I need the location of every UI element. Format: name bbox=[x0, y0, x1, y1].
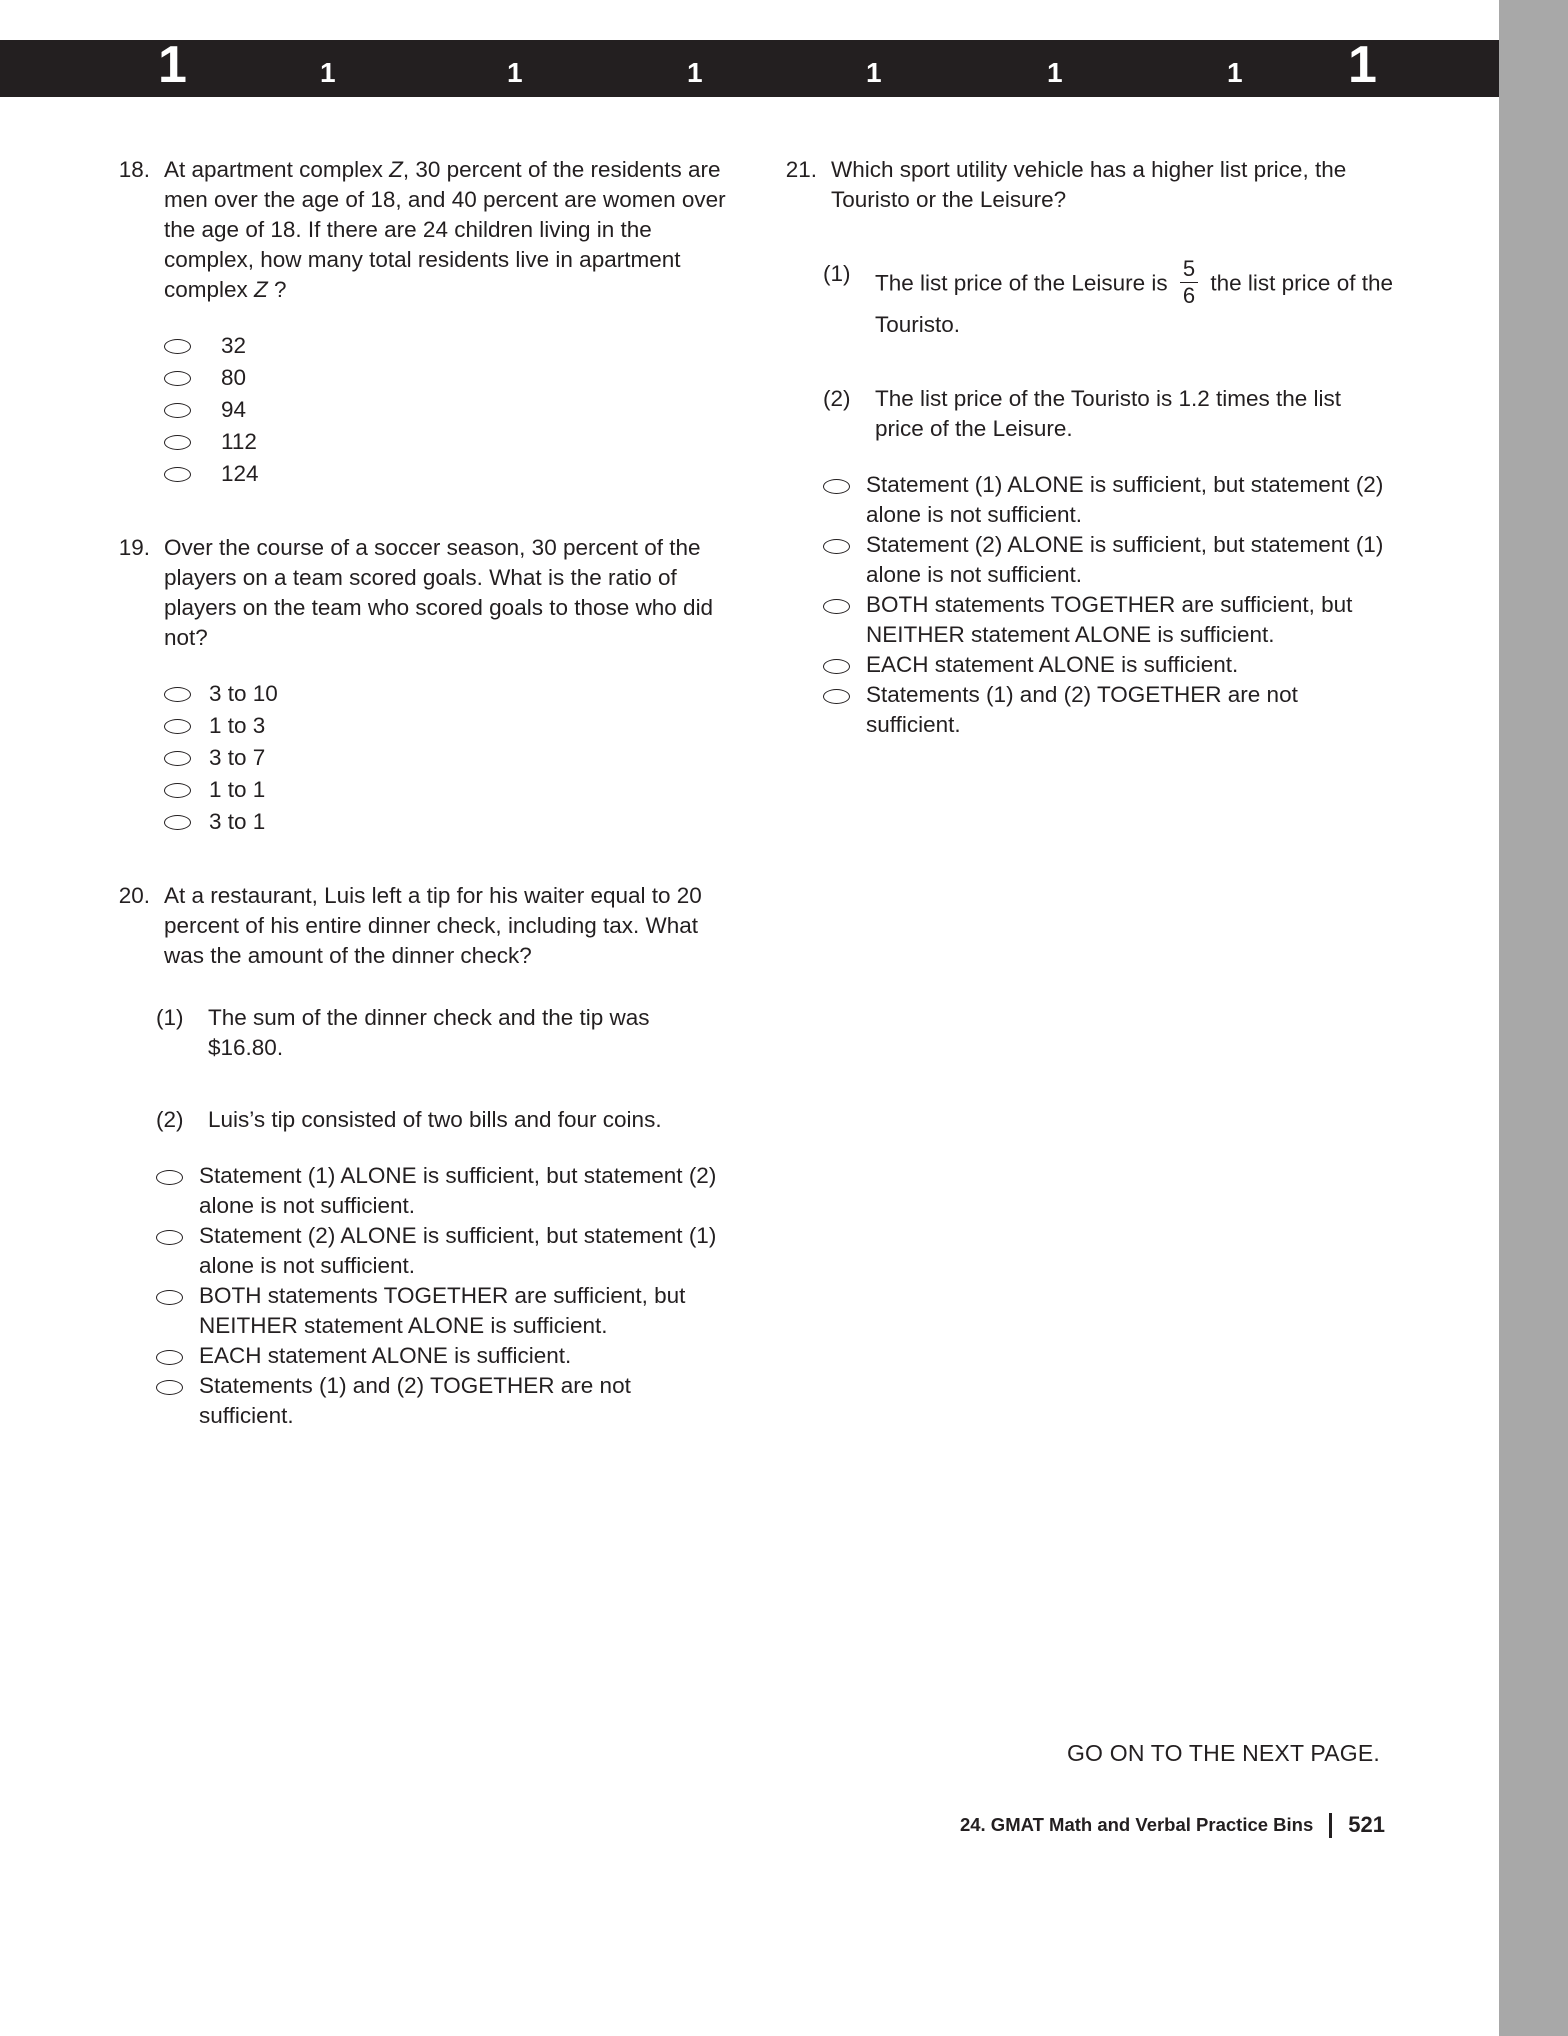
ds-choice-label: EACH statement ALONE is sufficient. bbox=[866, 652, 1239, 677]
choice-row[interactable] bbox=[164, 711, 728, 741]
statement-text: The sum of the dinner check and the tip was $16.80. bbox=[208, 1005, 650, 1060]
page-footer bbox=[0, 1812, 1385, 1838]
choice-row[interactable] bbox=[164, 363, 728, 393]
ds-choice-label: Statement (2) ALONE is sufficient, but statement (1) alone is not sufficient. bbox=[866, 532, 1384, 587]
ds-choice-label: Statement (2) ALONE is sufficient, but statement (1) alone is not sufficient. bbox=[199, 1223, 717, 1278]
section-number-small-6: 1 bbox=[1227, 57, 1243, 88]
choice-label: 80 bbox=[221, 365, 247, 390]
question-21-number: 21. bbox=[785, 157, 817, 182]
answer-oval-icon[interactable] bbox=[164, 719, 191, 734]
section-number-small-4: 1 bbox=[866, 57, 882, 88]
question-18-number: 18. bbox=[118, 157, 150, 182]
footer-source-text: 24. GMAT Math and Verbal Practice Bins bbox=[959, 1814, 1314, 1835]
answer-oval-icon[interactable] bbox=[164, 467, 191, 482]
statement-label: (1) bbox=[156, 1005, 184, 1030]
choice-label: 112 bbox=[221, 429, 257, 454]
fraction-five-sixths bbox=[1180, 257, 1198, 308]
question-19-text: Over the course of a soccer season, 30 percent of the players on a team scored goals. What is the ratio of players on the team who scored goals to those who did not? bbox=[164, 535, 714, 650]
statement-row bbox=[156, 1003, 728, 1063]
ds-choice-row[interactable] bbox=[823, 530, 1395, 590]
q18-variable-z: Z bbox=[389, 157, 403, 182]
question-20-number: 20. bbox=[118, 883, 150, 908]
answer-oval-icon[interactable] bbox=[823, 539, 850, 554]
footer-page-number: 521 bbox=[1348, 1812, 1385, 1837]
section-number-small-3: 1 bbox=[687, 57, 703, 88]
answer-oval-icon[interactable] bbox=[156, 1290, 183, 1305]
answer-oval-icon[interactable] bbox=[823, 599, 850, 614]
answer-oval-icon[interactable] bbox=[164, 371, 191, 386]
ds-choice-row[interactable] bbox=[823, 650, 1395, 680]
choice-label: 124 bbox=[221, 461, 259, 486]
q18-text-tail: ? bbox=[267, 277, 287, 302]
question-20-ds-choices bbox=[108, 1161, 728, 1431]
statement-text: Luis’s tip consisted of two bills and four coins. bbox=[208, 1107, 662, 1132]
ds-choice-row[interactable] bbox=[156, 1371, 728, 1431]
choice-label: 3 to 1 bbox=[209, 809, 266, 834]
statement-text-post: the list price of the Touristo. bbox=[875, 270, 1393, 337]
answer-oval-icon[interactable] bbox=[164, 783, 191, 798]
choice-row[interactable] bbox=[164, 331, 728, 361]
question-18-text bbox=[164, 155, 728, 305]
statement-text bbox=[875, 256, 1395, 340]
choice-label: 1 to 3 bbox=[209, 713, 266, 738]
section-number-small-5: 1 bbox=[1047, 57, 1063, 88]
q18-text-mid: , 30 percent of the residents are men over the age of 18, and 40 percent are women over the age of 18. If there are 24 children living in the complex, how many total residents live in apartment complex bbox=[164, 157, 726, 302]
ds-choice-row[interactable] bbox=[823, 590, 1395, 650]
ds-choice-label: Statement (1) ALONE is sufficient, but statement (2) alone is not sufficient. bbox=[866, 472, 1384, 527]
question-19 bbox=[108, 533, 728, 837]
choice-label: 94 bbox=[221, 397, 247, 422]
question-20-head bbox=[108, 881, 728, 971]
question-20-text: At a restaurant, Luis left a tip for his waiter equal to 20 percent of his entire dinner check, including tax. What was the amount of the dinner check? bbox=[164, 883, 702, 968]
question-19-head bbox=[108, 533, 728, 653]
question-20 bbox=[108, 881, 728, 1431]
question-20-statements bbox=[108, 1003, 728, 1135]
fraction-denominator: 6 bbox=[1182, 283, 1196, 308]
ds-choice-label: BOTH statements TOGETHER are sufficient, but NEITHER statement ALONE is sufficient. bbox=[866, 592, 1353, 647]
page-edge-shadow bbox=[1499, 0, 1568, 2036]
answer-oval-icon[interactable] bbox=[156, 1350, 183, 1365]
answer-oval-icon[interactable] bbox=[164, 403, 191, 418]
statement-row bbox=[156, 1105, 728, 1135]
question-18 bbox=[108, 155, 728, 489]
left-column bbox=[108, 155, 728, 1465]
question-19-choices bbox=[108, 679, 728, 837]
section-number-small-1: 1 bbox=[320, 57, 336, 88]
ds-choice-label: Statements (1) and (2) TOGETHER are not sufficient. bbox=[199, 1373, 631, 1428]
statement-text-pre: The list price of the Leisure is bbox=[875, 270, 1174, 296]
ds-choice-row[interactable] bbox=[156, 1161, 728, 1221]
choice-row[interactable] bbox=[164, 743, 728, 773]
statement-label: (2) bbox=[156, 1107, 184, 1132]
section-header-bar bbox=[0, 36, 1499, 97]
ds-choice-label: EACH statement ALONE is sufficient. bbox=[199, 1343, 572, 1368]
question-21 bbox=[775, 155, 1395, 740]
question-21-text: Which sport utility vehicle has a higher list price, the Touristo or the Leisure? bbox=[831, 157, 1347, 212]
q18-text-pre: At apartment complex bbox=[164, 157, 390, 182]
ds-choice-row[interactable] bbox=[823, 470, 1395, 530]
question-21-head bbox=[775, 155, 1395, 215]
ds-choice-label: Statement (1) ALONE is sufficient, but statement (2) alone is not sufficient. bbox=[199, 1163, 717, 1218]
question-21-ds-choices bbox=[775, 470, 1395, 740]
choice-row[interactable] bbox=[164, 427, 728, 457]
answer-oval-icon[interactable] bbox=[823, 689, 850, 704]
choice-label: 3 to 10 bbox=[209, 681, 278, 706]
footer-divider bbox=[1329, 1813, 1332, 1838]
answer-oval-icon[interactable] bbox=[164, 687, 191, 702]
answer-oval-icon[interactable] bbox=[164, 815, 191, 830]
question-21-statements bbox=[775, 256, 1395, 444]
statement-text: The list price of the Touristo is 1.2 times the list price of the Leisure. bbox=[875, 386, 1342, 441]
section-number-small-2: 1 bbox=[507, 57, 523, 88]
statement-row bbox=[823, 384, 1395, 444]
answer-oval-icon[interactable] bbox=[156, 1380, 183, 1395]
choice-row[interactable] bbox=[164, 775, 728, 805]
statement-row bbox=[823, 256, 1395, 340]
answer-oval-icon[interactable] bbox=[164, 435, 191, 450]
question-19-number: 19. bbox=[118, 535, 150, 560]
ds-choice-label: BOTH statements TOGETHER are sufficient, but NEITHER statement ALONE is sufficient. bbox=[199, 1283, 686, 1338]
go-on-notice: GO ON TO THE NEXT PAGE. bbox=[1066, 1740, 1380, 1766]
answer-oval-icon[interactable] bbox=[164, 751, 191, 766]
section-number-large-left: 1 bbox=[158, 36, 187, 94]
question-18-choices bbox=[108, 331, 728, 489]
fraction-numerator: 5 bbox=[1182, 256, 1196, 281]
ds-choice-row[interactable] bbox=[156, 1341, 728, 1371]
q18-variable-z-2: Z bbox=[254, 277, 268, 302]
right-column bbox=[775, 155, 1395, 774]
ds-choice-row[interactable] bbox=[156, 1221, 728, 1281]
choice-label: 1 to 1 bbox=[209, 777, 266, 802]
choice-row[interactable] bbox=[164, 807, 728, 837]
choice-label: 3 to 7 bbox=[209, 745, 266, 770]
choice-row[interactable] bbox=[164, 395, 728, 425]
ds-choice-row[interactable] bbox=[156, 1281, 728, 1341]
statement-label: (2) bbox=[823, 386, 851, 411]
question-18-head bbox=[108, 155, 728, 305]
answer-oval-icon[interactable] bbox=[156, 1230, 183, 1245]
ds-choice-row[interactable] bbox=[823, 680, 1395, 740]
statement-label: (1) bbox=[823, 261, 851, 286]
answer-oval-icon[interactable] bbox=[823, 479, 850, 494]
section-number-large-right: 1 bbox=[1348, 36, 1377, 94]
choice-row[interactable] bbox=[164, 679, 728, 709]
choice-row[interactable] bbox=[164, 459, 728, 489]
ds-choice-label: Statements (1) and (2) TOGETHER are not sufficient. bbox=[866, 682, 1298, 737]
answer-oval-icon[interactable] bbox=[156, 1170, 183, 1185]
answer-oval-icon[interactable] bbox=[823, 659, 850, 674]
choice-label: 32 bbox=[221, 333, 247, 358]
answer-oval-icon[interactable] bbox=[164, 339, 191, 354]
